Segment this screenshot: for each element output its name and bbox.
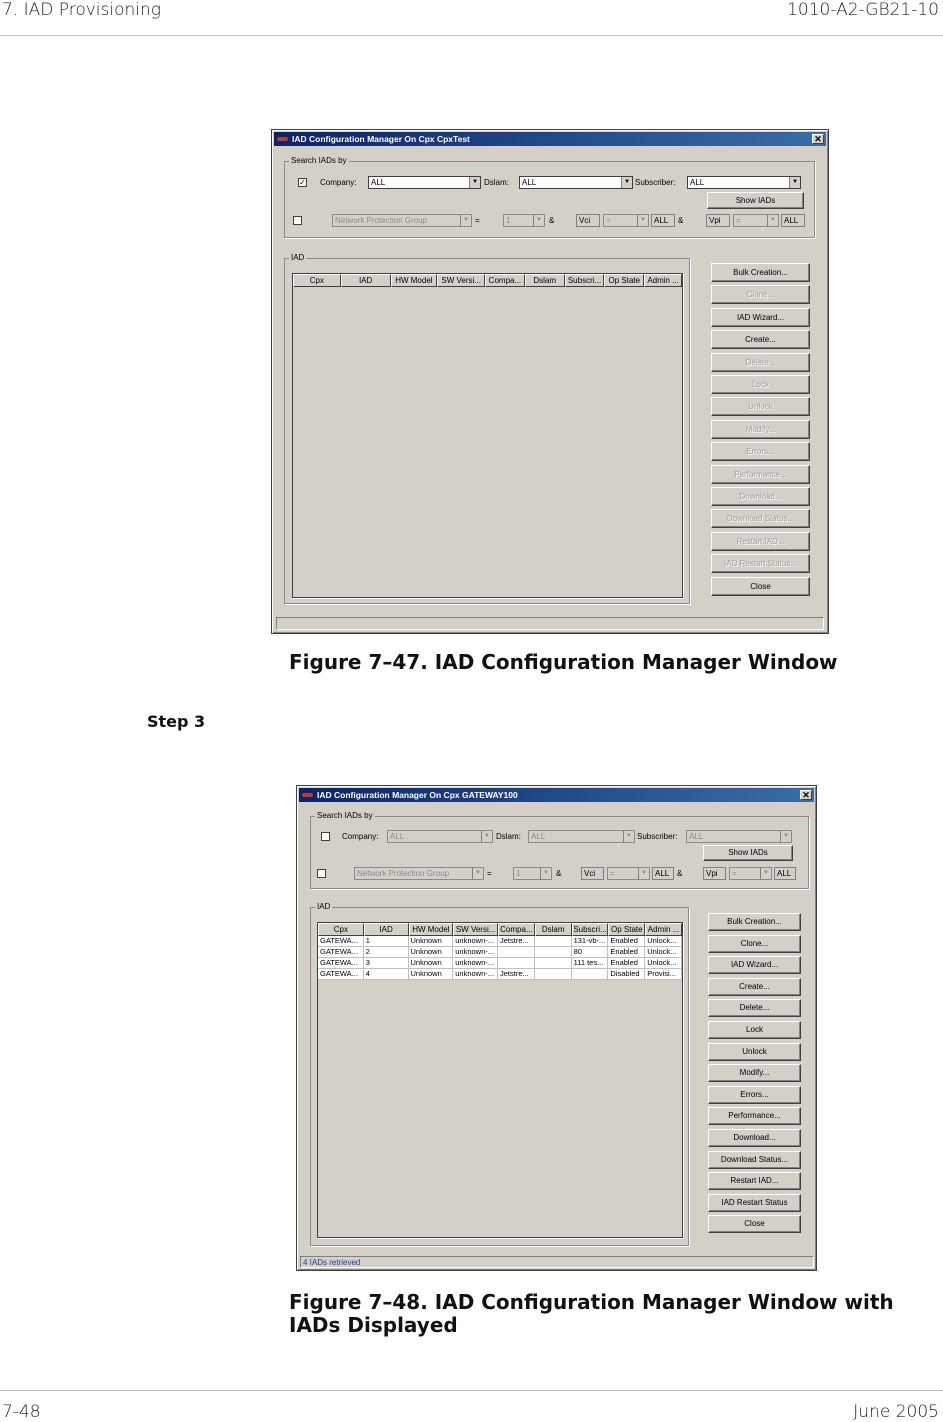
column-header-hw-model[interactable]: HW Model xyxy=(409,923,454,936)
bulk-creation-button[interactable]: Bulk Creation... xyxy=(708,913,801,931)
column-header-iad[interactable]: IAD xyxy=(364,923,409,936)
chevron-down-icon: ▼ xyxy=(638,868,649,879)
column-header-admin[interactable]: Admin ... xyxy=(644,274,682,287)
lock-button[interactable]: Lock xyxy=(708,1021,801,1039)
delete-button[interactable]: Delete... xyxy=(711,353,810,372)
performance-button[interactable]: Performance... xyxy=(711,465,810,484)
chevron-down-icon: ▼ xyxy=(637,215,648,226)
chevron-down-icon: ▼ xyxy=(460,215,471,226)
unlock-button[interactable]: Unlock xyxy=(711,397,810,416)
column-header-dslam[interactable]: Dslam xyxy=(525,274,565,287)
company-checkbox[interactable]: ✓ xyxy=(299,178,306,187)
table-cell: Unknown xyxy=(409,958,454,969)
table-cell: unknown-... xyxy=(453,947,498,958)
errors-button[interactable]: Errors... xyxy=(711,442,810,461)
chevron-down-icon: ▼ xyxy=(469,177,480,188)
column-header-subscri[interactable]: Subscri... xyxy=(565,274,605,287)
table-cell: Unknown xyxy=(409,936,454,947)
table-cell: GATEWA... xyxy=(318,969,364,980)
table-cell: Unlock... xyxy=(645,958,682,969)
table-cell: Unknown xyxy=(409,947,454,958)
vpi-value-field[interactable]: ALL xyxy=(781,214,805,227)
subscriber-label: Subscriber: xyxy=(635,178,676,187)
chevron-down-icon: ▼ xyxy=(481,831,492,842)
table-cell: Unlock... xyxy=(645,936,682,947)
table-cell: Unlock... xyxy=(645,947,682,958)
table-cell: Unknown xyxy=(409,969,454,980)
header-rule xyxy=(0,35,943,36)
status-bar xyxy=(276,617,824,630)
status-bar: 4 IADs retrieved xyxy=(300,1256,814,1268)
equals-label: = xyxy=(487,869,492,878)
iad-restart-status-button[interactable]: IAD Restart Status... xyxy=(711,554,810,573)
modify-button[interactable]: Modify... xyxy=(711,420,810,439)
subscriber-select[interactable]: ALL ▼ xyxy=(686,830,792,843)
column-header-sw-versi[interactable]: SW Versi... xyxy=(437,274,485,287)
download-button[interactable]: Download... xyxy=(711,487,810,506)
vci-field: Vci xyxy=(576,214,600,227)
table-cell xyxy=(535,947,572,958)
chevron-down-icon: ▼ xyxy=(621,177,632,188)
table-row[interactable] xyxy=(318,958,682,969)
table-cell: Jetstre... xyxy=(498,969,535,980)
show-iads-button[interactable]: Show IADs xyxy=(707,192,804,209)
restart-iad-button[interactable]: Restart IAD... xyxy=(708,1172,801,1190)
lock-button[interactable]: Lock xyxy=(711,375,810,394)
chevron-down-icon: ▼ xyxy=(780,831,791,842)
window-title: IAD Configuration Manager On Cpx CpxTest xyxy=(292,134,470,144)
npg-value-select[interactable]: 1 ▼ xyxy=(503,214,545,227)
column-header-subscri[interactable]: Subscri... xyxy=(573,925,607,934)
and-label: & xyxy=(677,869,683,878)
table-row[interactable] xyxy=(318,936,682,947)
table-cell: Jetstre... xyxy=(498,936,535,947)
column-header-admin[interactable]: Admin ... xyxy=(645,923,682,936)
chevron-down-icon: ▼ xyxy=(767,215,778,226)
search-group-label: Search IADs by xyxy=(291,156,347,165)
unlock-button[interactable]: Unlock xyxy=(708,1043,801,1061)
chevron-down-icon: ▼ xyxy=(540,868,551,879)
performance-button[interactable]: Performance... xyxy=(708,1107,801,1125)
equals-label: = xyxy=(475,216,480,225)
vci-field: Vci xyxy=(581,867,604,880)
table-cell: GATEWA... xyxy=(318,958,364,969)
npg-value-select[interactable]: 1 ▼ xyxy=(513,867,552,880)
company-select[interactable]: ALL ▼ xyxy=(387,830,493,843)
column-header-compa[interactable]: Compa... xyxy=(485,274,525,287)
company-checkbox[interactable] xyxy=(321,832,330,841)
npg-checkbox[interactable] xyxy=(317,869,326,878)
iad-group-label: IAD xyxy=(291,253,305,262)
iad-wizard-button[interactable]: IAD Wizard... xyxy=(708,956,801,974)
table-cell: Provisi... xyxy=(645,969,682,980)
window-title: IAD Configuration Manager On Cpx GATEWAY100 xyxy=(317,790,518,800)
step-label: Step 3 xyxy=(147,712,206,731)
table-row[interactable] xyxy=(318,947,682,958)
table-cell: 4 xyxy=(364,969,409,980)
dslam-select[interactable]: ALL ▼ xyxy=(528,830,635,843)
table-row[interactable] xyxy=(318,969,682,980)
column-header-cpx[interactable]: Cpx xyxy=(293,274,341,287)
vci-value-field[interactable]: ALL xyxy=(651,214,675,227)
chevron-down-icon: ▼ xyxy=(760,868,771,879)
company-select[interactable]: ALL ▼ xyxy=(368,176,481,189)
chevron-down-icon: ▼ xyxy=(472,868,483,879)
column-header-op-state[interactable]: Op State xyxy=(608,923,645,936)
table-cell: Enabled xyxy=(608,958,645,969)
caption-line-2: IADs Displayed xyxy=(289,1313,458,1337)
vci-value-field[interactable]: ALL xyxy=(652,867,674,880)
vpi-field: Vpi xyxy=(706,214,730,227)
table-cell: unknown-... xyxy=(453,969,498,980)
window-titlebar xyxy=(274,132,826,146)
column-header-cpx[interactable]: Cpx xyxy=(318,923,364,936)
iad-group xyxy=(310,902,689,1246)
table-cell: 111 tes... xyxy=(572,958,609,969)
vci-operator-select[interactable]: = ▼ xyxy=(603,214,649,227)
chevron-down-icon: ▼ xyxy=(789,177,800,188)
page-number: 7-48 xyxy=(2,1402,41,1422)
window-titlebar xyxy=(299,788,814,802)
column-header-sw-versi[interactable]: SW Versi... xyxy=(453,923,498,936)
search-group-label: Search IADs by xyxy=(317,811,373,820)
iad-config-window-1 xyxy=(271,129,829,634)
page-date: June 2005 xyxy=(853,1402,939,1422)
iad-table[interactable] xyxy=(292,273,683,598)
table-cell: Enabled xyxy=(608,947,645,958)
running-header-docnumber: 1010-A2-GB21-10 xyxy=(787,0,939,20)
column-header-compa[interactable]: Compa... xyxy=(498,923,535,936)
close-icon[interactable]: ✕ xyxy=(800,790,812,800)
caption-line-1: Figure 7–48. IAD Configuration Manager Window with xyxy=(289,1290,894,1314)
subscriber-select[interactable]: ALL ▼ xyxy=(687,176,801,189)
iad-config-window-2 xyxy=(296,785,817,1271)
vpi-field: Vpi xyxy=(703,867,726,880)
delete-button[interactable]: Delete... xyxy=(708,999,801,1017)
vpi-operator-select[interactable]: = ▼ xyxy=(729,867,772,880)
search-iads-group xyxy=(310,811,809,889)
company-label: Company: xyxy=(320,178,357,187)
dslam-label: Dslam: xyxy=(496,832,521,841)
column-header-hw-model[interactable]: HW Model xyxy=(391,274,438,287)
table-cell: GATEWA... xyxy=(318,936,364,947)
chevron-down-icon: ▼ xyxy=(623,831,634,842)
and-label: & xyxy=(678,216,684,225)
table-cell: Disabled xyxy=(608,969,645,980)
column-header-dslam[interactable]: Dslam xyxy=(535,923,572,936)
table-cell xyxy=(535,958,572,969)
table-cell: GATEWA... xyxy=(318,947,364,958)
column-header-iad[interactable]: IAD xyxy=(341,274,391,287)
close-icon[interactable]: ✕ xyxy=(812,134,824,144)
download-status-button[interactable]: Download Status... xyxy=(708,1151,801,1169)
app-icon xyxy=(302,793,313,797)
vpi-operator-select[interactable]: = ▼ xyxy=(733,214,779,227)
download-status-button[interactable]: Download Status... xyxy=(711,509,810,528)
restart-iad-button[interactable]: Restart IAD... xyxy=(711,532,810,551)
chevron-down-icon: ▼ xyxy=(533,215,544,226)
vpi-value-field[interactable]: ALL xyxy=(774,867,796,880)
figure-caption-7-47: Figure 7–47. IAD Configuration Manager Window xyxy=(289,650,838,674)
clone-button[interactable]: Clone... xyxy=(708,935,801,953)
table-header xyxy=(318,923,682,936)
table-cell xyxy=(535,936,572,947)
modify-button[interactable]: Modify... xyxy=(708,1064,801,1082)
table-cell: 1 xyxy=(364,936,409,947)
search-iads-group xyxy=(284,156,815,238)
table-cell: 80 xyxy=(572,947,609,958)
iad-group xyxy=(284,253,690,604)
table-cell: Enabled xyxy=(608,936,645,947)
table-cell xyxy=(572,969,609,980)
create-button[interactable]: Create... xyxy=(711,330,810,349)
and-label: & xyxy=(549,216,555,225)
show-iads-button[interactable]: Show IADs xyxy=(703,845,793,861)
iad-group-label: IAD xyxy=(317,902,331,911)
dslam-select[interactable]: ALL ▼ xyxy=(519,176,633,189)
close-button[interactable]: Close xyxy=(711,577,810,596)
clone-button[interactable]: Clone... xyxy=(711,285,810,304)
table-cell: 131-vb-... xyxy=(572,936,609,947)
npg-checkbox[interactable] xyxy=(293,216,302,225)
iad-table[interactable] xyxy=(317,922,683,1238)
subscriber-label: Subscriber: xyxy=(637,832,678,841)
iad-restart-status-button[interactable]: IAD Restart Status xyxy=(708,1194,801,1212)
download-button[interactable]: Download... xyxy=(708,1129,801,1147)
table-cell: unknown-... xyxy=(453,936,498,947)
table-header xyxy=(293,274,682,287)
create-button[interactable]: Create... xyxy=(708,978,801,996)
table-cell xyxy=(535,969,572,980)
table-cell: 2 xyxy=(364,947,409,958)
npg-select[interactable]: Network Protection Group ▼ xyxy=(332,214,472,227)
figure-caption-7-48 xyxy=(289,1291,894,1337)
table-cell xyxy=(498,958,535,969)
company-label: Company: xyxy=(342,832,379,841)
column-header-op-state[interactable]: Op State xyxy=(604,274,644,287)
bulk-creation-button[interactable]: Bulk Creation... xyxy=(711,263,810,282)
close-button[interactable]: Close xyxy=(708,1215,801,1233)
running-header-section: 7. IAD Provisioning xyxy=(2,0,161,20)
iad-wizard-button[interactable]: IAD Wizard... xyxy=(711,308,810,327)
table-cell xyxy=(498,947,535,958)
table-cell: unknown-... xyxy=(453,958,498,969)
vci-operator-select[interactable]: = ▼ xyxy=(607,867,650,880)
errors-button[interactable]: Errors... xyxy=(708,1086,801,1104)
table-body xyxy=(318,936,682,980)
table-cell: 3 xyxy=(364,958,409,969)
dslam-label: Dslam: xyxy=(484,178,509,187)
and-label: & xyxy=(556,869,562,878)
npg-select[interactable]: Network Protection Group ▼ xyxy=(354,867,484,880)
footer-rule xyxy=(0,1390,943,1391)
app-icon xyxy=(277,137,288,141)
